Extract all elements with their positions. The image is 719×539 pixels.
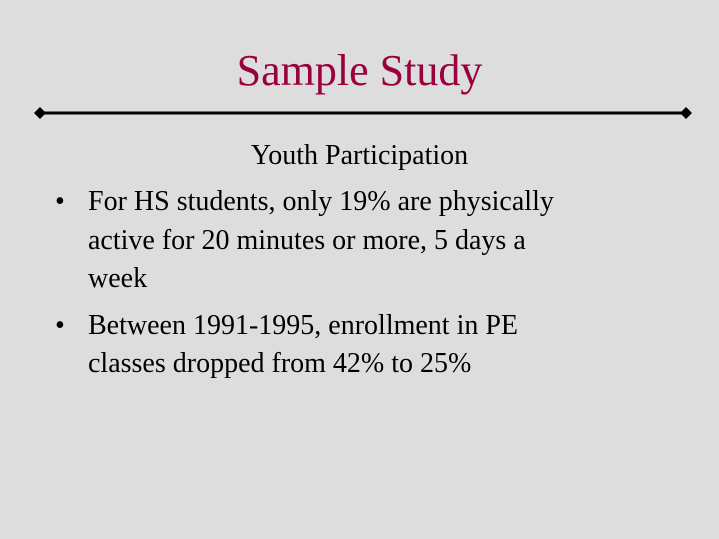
divider-right-diamond-icon — [680, 107, 692, 119]
bullet-line: active for 20 minutes or more, 5 days a — [88, 224, 526, 256]
slide-subtitle: Youth Participation — [250, 140, 469, 171]
divider-left-diamond-icon — [34, 107, 46, 119]
bullet-item — [55, 183, 675, 299]
bullet-line: Between 1991-1995, enrollment in PE — [88, 309, 519, 341]
bullet-item — [55, 307, 675, 384]
title-divider-rule — [34, 104, 692, 122]
bullet-line: classes dropped from 42% to 25% — [88, 348, 472, 379]
bullet-list — [55, 183, 675, 392]
bullet-line: For HS students, only 19% are physically — [88, 186, 554, 217]
bullet-dot-icon: • — [55, 186, 65, 217]
slide-title: Sample Study — [236, 46, 483, 95]
bullet-dot-icon: • — [55, 309, 65, 341]
bullet-line: week — [88, 263, 148, 294]
